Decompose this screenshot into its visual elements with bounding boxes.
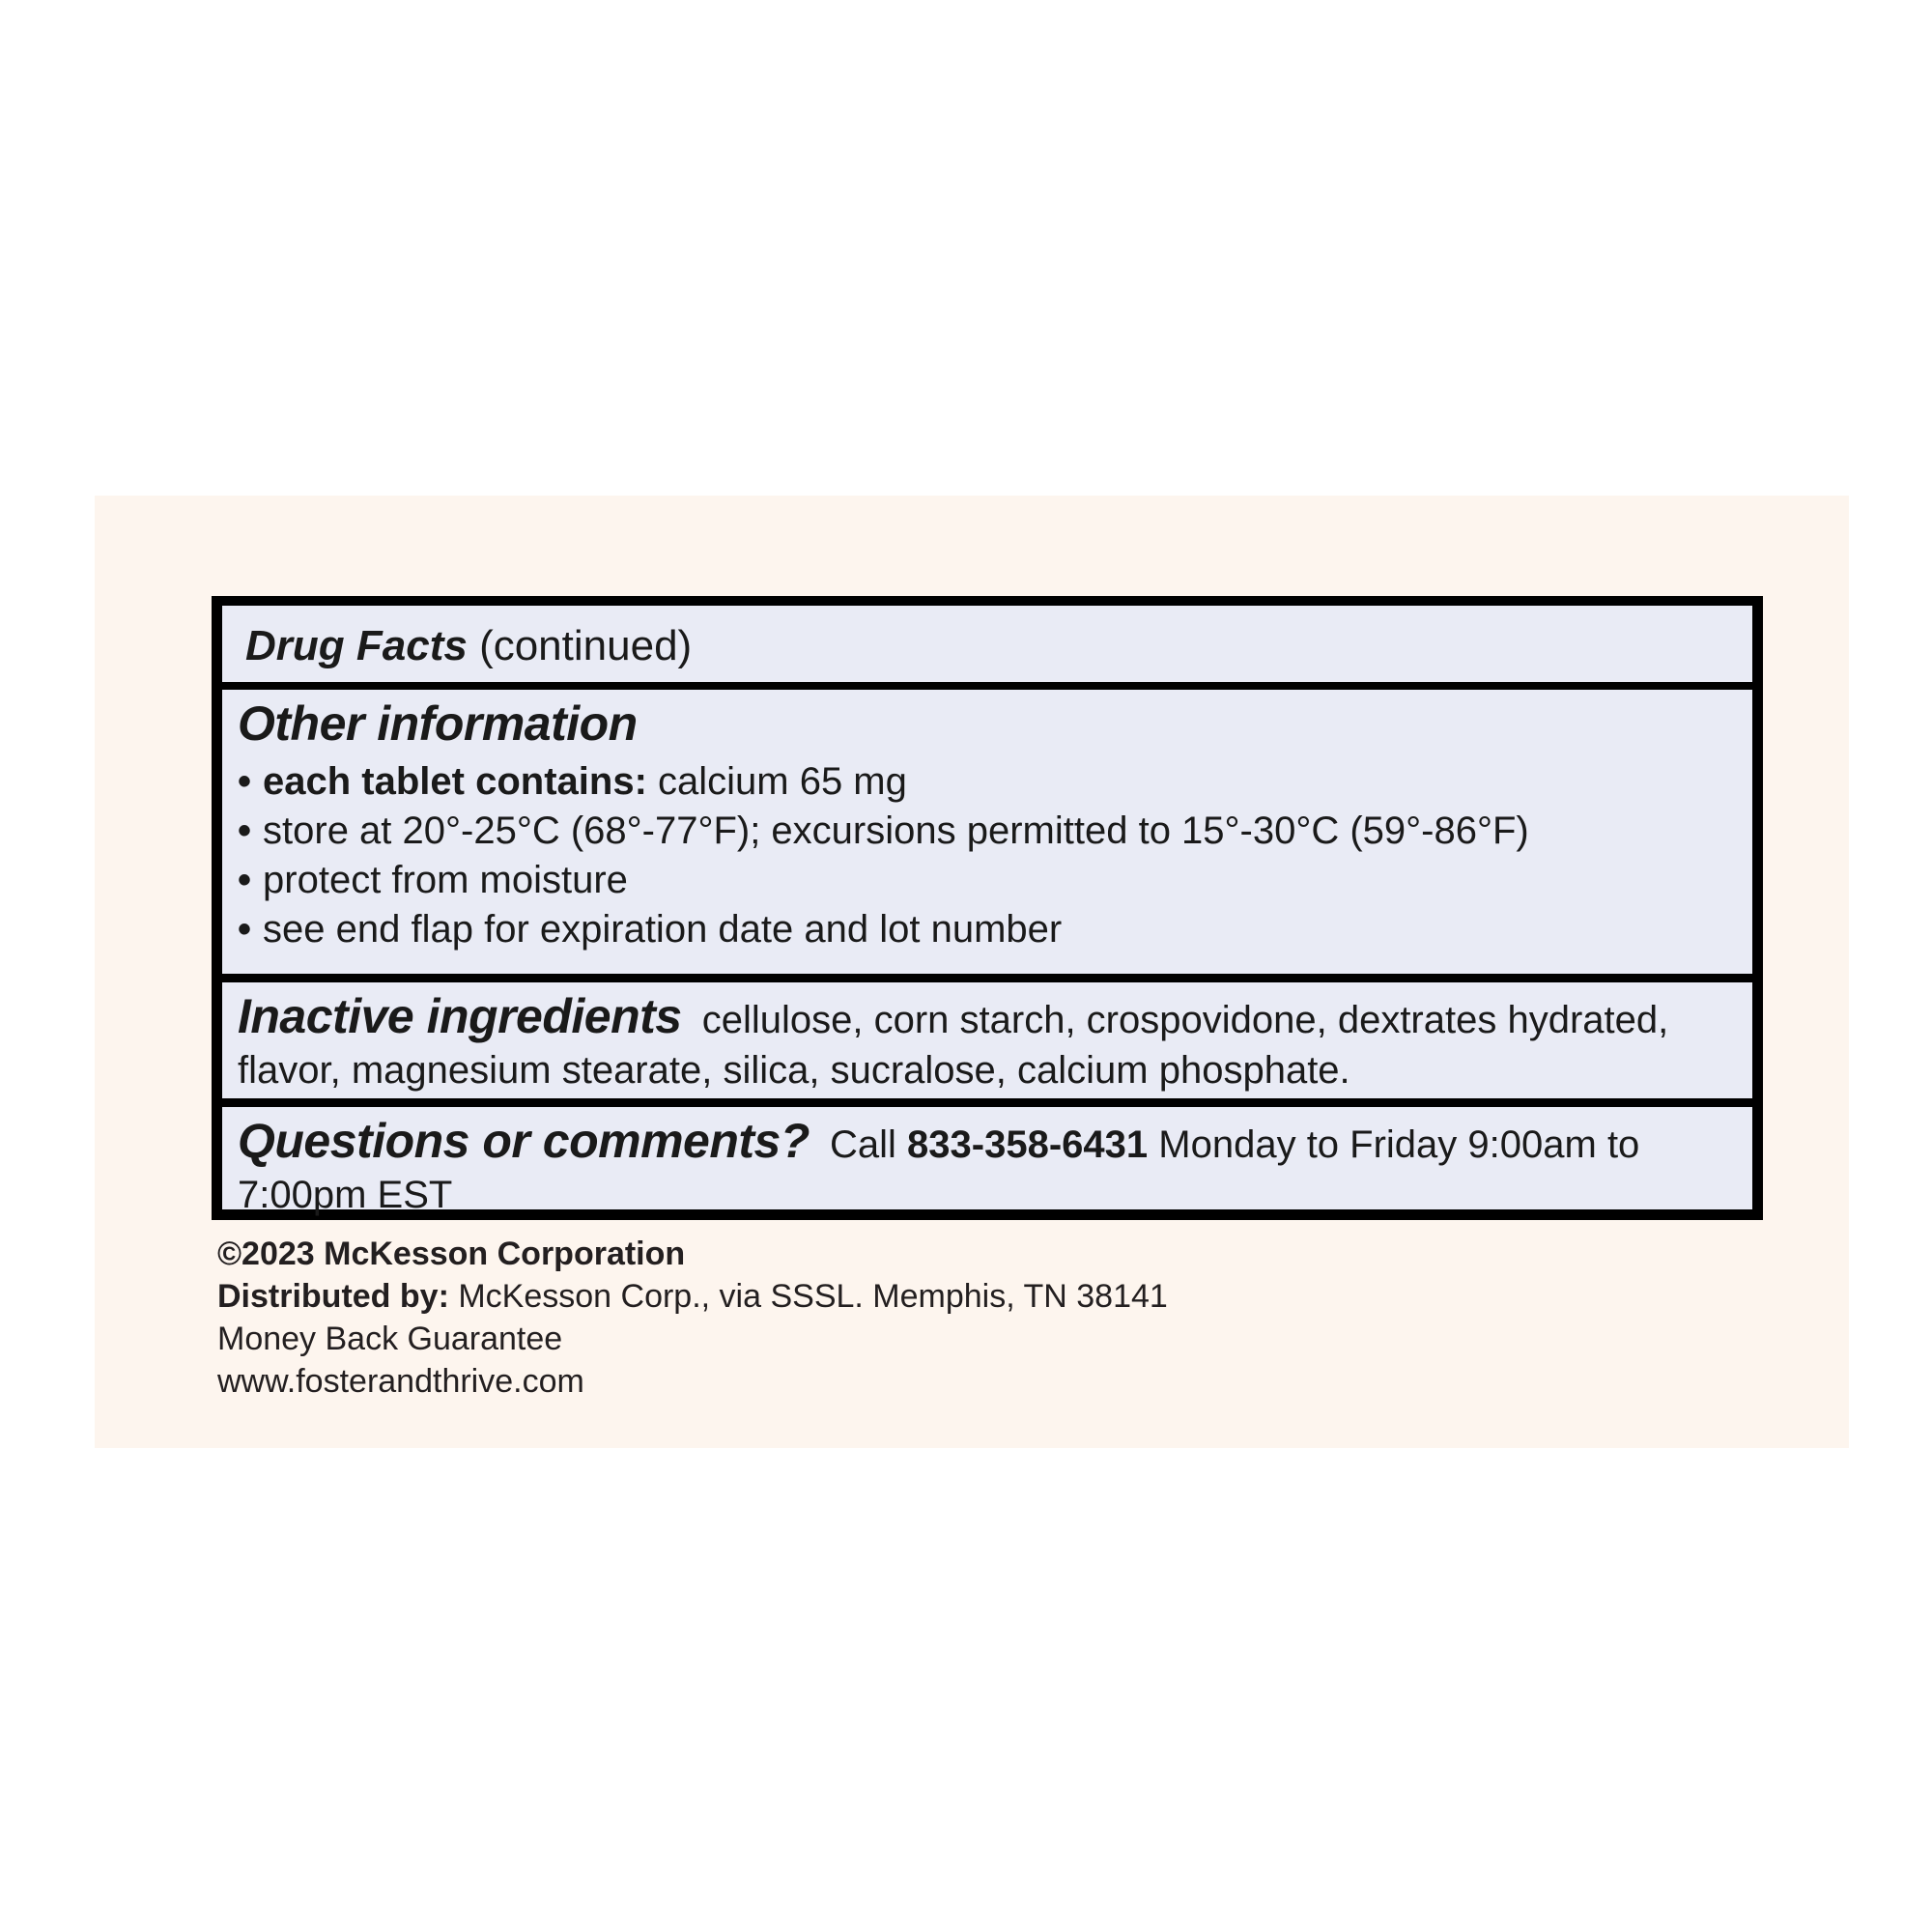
drug-facts-subtitle: (continued) — [479, 622, 693, 669]
bullet-icon: • — [238, 760, 252, 803]
list-item-text: protect from moisture — [263, 859, 628, 901]
questions-call-label: Call — [830, 1123, 908, 1166]
list-item-text: calcium 65 mg — [646, 760, 907, 803]
guarantee-line: Money Back Guarantee — [217, 1321, 563, 1357]
other-information-section — [222, 690, 1752, 974]
inactive-ingredients-title: Inactive ingredients — [238, 989, 682, 1043]
list-item — [238, 856, 1529, 905]
questions-phone-number: 833-358-6431 — [907, 1123, 1149, 1166]
drug-facts-box — [212, 596, 1763, 1220]
distributor-text: McKesson Corp., via SSSL. Memphis, TN 38141 — [448, 1278, 1168, 1315]
list-item-text: see end flap for expiration date and lot number — [263, 908, 1063, 951]
bullet-icon: • — [238, 810, 252, 852]
copyright-line: ©2023 McKesson Corporation — [217, 1236, 686, 1272]
other-information-title: Other information — [238, 696, 638, 751]
website-link: www.fosterandthrive.com — [217, 1363, 584, 1400]
list-item-bold: each tablet contains: — [263, 760, 647, 803]
inactive-ingredients-section — [222, 982, 1752, 1098]
questions-title: Questions or comments? — [238, 1114, 810, 1168]
list-item — [238, 807, 1529, 856]
questions-hours: Monday to Friday 9:00am to 7:00pm EST — [238, 1123, 1640, 1216]
list-item — [238, 757, 1529, 807]
distributor-label: Distributed by: — [217, 1278, 449, 1315]
drug-facts-title: Drug Facts — [245, 622, 468, 669]
distributor-line — [217, 1275, 1168, 1318]
bullet-icon: • — [238, 859, 252, 901]
inactive-ingredients-text: cellulose, corn starch, crospovidone, dextrates hydrated, flavor, magnesium stearate, silica, sucralose, calcium phosphate. — [238, 999, 1669, 1092]
package-footer — [217, 1233, 1168, 1403]
questions-section — [222, 1107, 1752, 1216]
other-information-list — [238, 757, 1529, 954]
list-item-text: store at 20°-25°C (68°-77°F); excursions permitted to 15°-30°C (59°-86°F) — [263, 810, 1529, 852]
list-item — [238, 905, 1529, 954]
drug-facts-header — [222, 606, 1752, 682]
bullet-icon: • — [238, 908, 252, 951]
